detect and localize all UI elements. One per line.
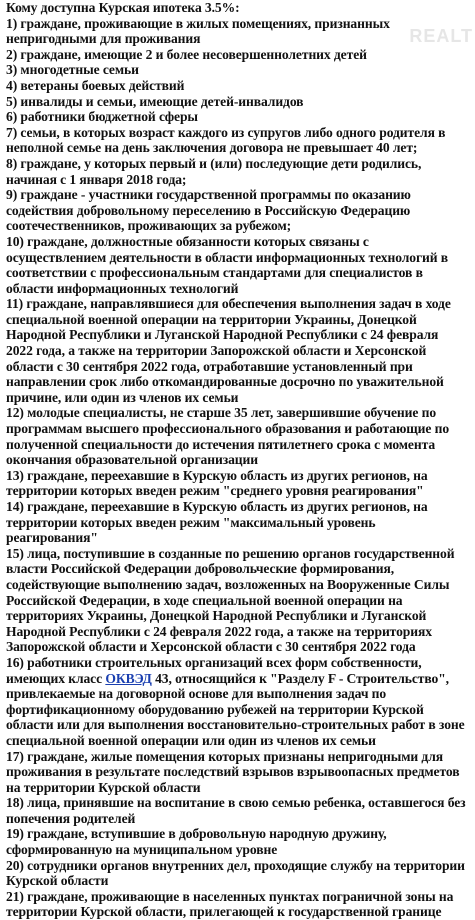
text-line: 17) граждане, жилые помещения которых признаны непригодными для [6,748,443,764]
text-line: 6) работники бюджетной сферы [6,109,198,125]
text-line: Российской Федерации, в ходе специальной военной операции на [6,592,403,608]
text-line: территории Курской области, прилегающей к государственной границе [6,904,442,920]
text-line: осуществлением деятельности в области информационных технологий в [6,249,449,265]
text-line: Запорожской области и Херсонской области с 30 сентября 2022 года [6,639,416,655]
text-line: области информационных технологий [6,280,239,296]
text-line: непригодными для проживания [6,31,201,47]
text-line: 8) граждане, у которых первый и (или) последующие дети родились, [6,155,422,171]
text-line: 16) работники строительных организаций всех форм собственности, [6,654,422,670]
text-line: 12) молодые специалисты, не старше 35 лет, завершившие обучение по [6,405,437,421]
text-line: территории которых введен режим "максимальный уровень [6,514,376,530]
text-line: проживания в результате последствий взрывов взрывоопасных предметов [6,764,460,780]
text-line: содействия добровольному переселению в Российскую Федерацию [6,202,411,218]
text-line: Курской области [6,873,109,889]
text-line: 14) граждане, переехавшие в Курскую область из других регионов, на [6,499,428,514]
text-line: специальной военной операции или один из членов их семьи [6,732,376,748]
text-line: 18) лица, принявшие на воспитание в свою семью ребенка, оставшегося без [6,795,466,811]
text-line: реагирования" [6,530,98,546]
text-line: 7) семьи, в которых возраст каждого из супругов либо одного родителя в [6,124,446,140]
text-line: 10) граждане, должностные обязанности которых связаны с [6,233,369,249]
text-line: 13) граждане, переехавшие в Курскую область из других регионов, на [6,467,428,483]
text-line: области с 30 сентября 2022 года, отработавшие установленный при [6,358,413,374]
text-line: сформированную на муниципальном уровне [6,842,278,858]
text-line: направлении срок либо откомандированные досрочно по уважительной [6,374,444,390]
okved-link[interactable]: ОКВЭД [105,670,152,686]
text-line: специальной военной операции на территории Украины, Донецкой [6,311,417,327]
text-line: 9) граждане - участники государственной программы по оказанию [6,187,411,203]
text-line: привлекаемые на договорной основе для выполнения задач по [6,686,387,702]
text-line: полученной специальности до истечения пятилетнего срока с момента [6,436,436,452]
text-segment: имеющих класс [6,670,106,686]
text-line: 2022 года, а также на территории Запорожской области и Херсонской [6,343,427,359]
text-line: неполной семье на день заключения договора не превышает 40 лет; [6,140,418,156]
text-line: 15) лица, поступившие в созданные по решению органов государственной [6,545,455,561]
text-line: территориях Украины, Донецкой Народной Республики и Луганской [6,608,427,624]
text-line: 1) граждане, проживающие в жилых помещениях, признанных [6,15,390,31]
text-line: 21) граждане, проживающие в населенных пунктах пограничной зоны на [6,888,454,904]
text-line: попечения родителей [6,810,136,826]
text-line: фортификационному оборудованию рубежей на территории Курской [6,701,424,717]
text-line: содействующие выполнению задач, возложенных на Вооруженные Силы [6,576,450,592]
text-line: начиная с 1 января 2018 года; [6,171,187,187]
text-line: на территории Курской области [6,779,201,795]
text-line: области или для выполнения восстановительно-строительных работ в зоне [6,717,465,733]
text-line: причине, или один из членов их семьи [6,389,239,405]
text-line: 19) граждане, вступившие в добровольную народную дружину, [6,826,387,842]
text-line: программам высшего профессионального образования и работающие по [6,421,450,437]
text-line [6,671,472,687]
text-line: территории которых введен режим "среднего уровня реагирования" [6,483,424,499]
text-line: 20) сотрудники органов внутренних дел, проходящие службу на территории [6,857,465,873]
document-text [6,0,472,920]
text-line: 5) инвалиды и семьи, имеющие детей-инвалидов [6,93,304,109]
text-line: Народной Республики и Луганской Народной Республики с 24 февраля [6,327,439,343]
text-line: соотечественников, проживающих за рубежом; [6,218,292,234]
text-line: власти Российской Федерации добровольческие формирования, [6,561,395,577]
document-title: Кому доступна Курская ипотека 3.5%: [6,0,240,15]
text-line: 11) граждане, направлявшиеся для обеспечения выполнения задач в ходе [6,296,451,312]
text-line: 4) ветераны боевых действий [6,77,185,93]
watermark-logo: REALT [409,26,473,46]
text-line: 3) многодетные семьи [6,62,139,78]
text-segment: 43, относящийся к "Разделу F - Строительство", [151,670,449,686]
text-line: окончания образовательной организации [6,452,258,468]
text-line: Народной Республики с 24 февраля 2022 года, а также на территориях [6,623,432,639]
text-line: 2) граждане, имеющие 2 и более несовершеннолетних детей [6,46,367,62]
text-line: соответствии с профессиональным стандартами для специалистов в [6,265,423,281]
